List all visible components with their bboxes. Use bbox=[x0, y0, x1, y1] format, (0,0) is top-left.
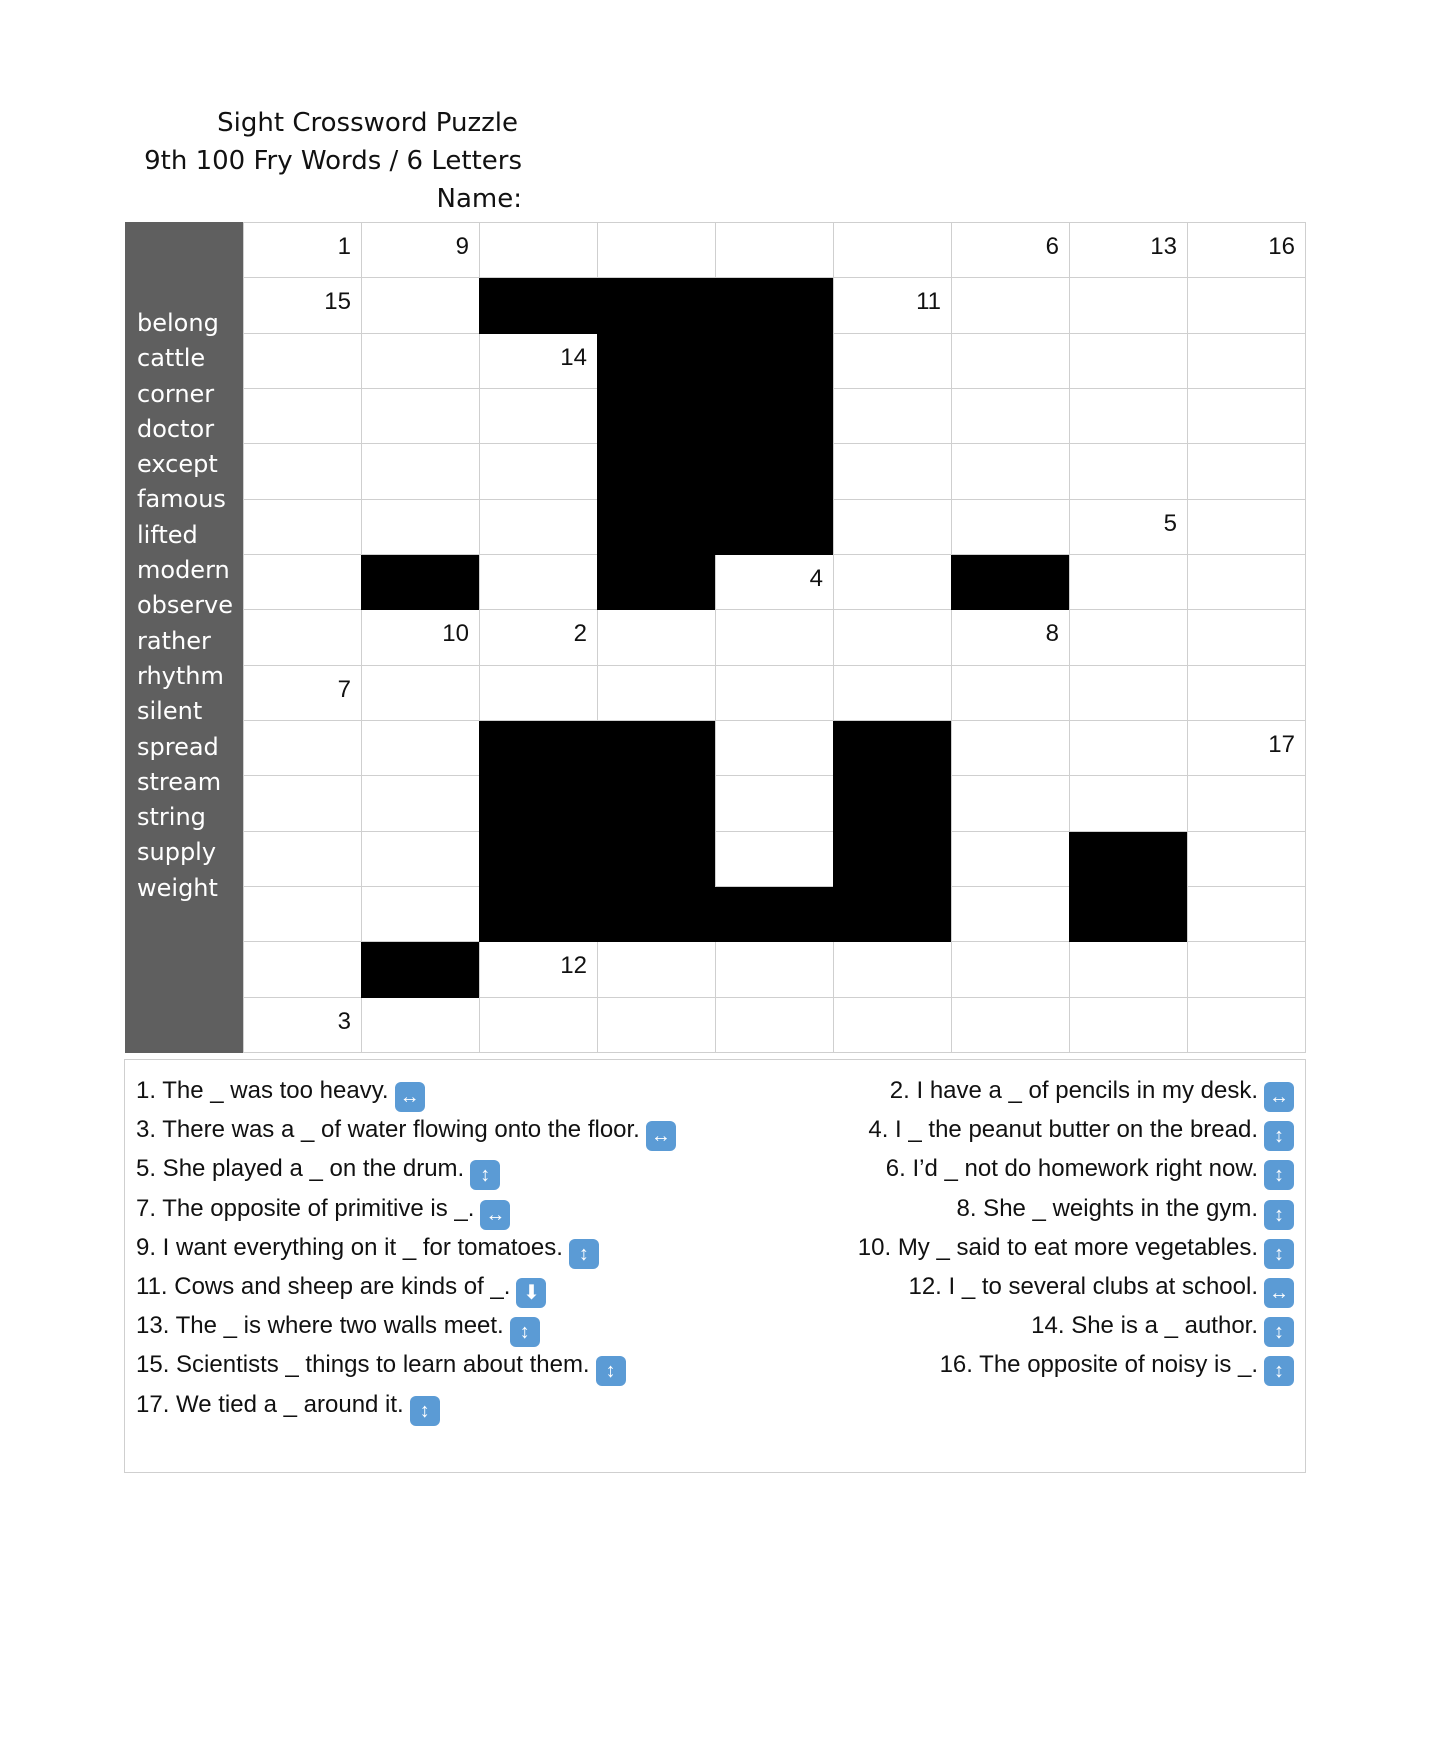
word-bank-item: belong bbox=[137, 309, 219, 337]
answer-cell[interactable] bbox=[243, 998, 361, 1053]
black-cell bbox=[597, 278, 715, 333]
clue-item bbox=[940, 1350, 1294, 1386]
clue-number: 16 bbox=[1268, 233, 1295, 260]
answer-cell[interactable] bbox=[479, 666, 597, 721]
clue-number: 10 bbox=[442, 620, 469, 648]
answer-cell[interactable] bbox=[479, 610, 597, 665]
clue-text: 8. She _ weights in the gym. bbox=[956, 1194, 1258, 1222]
up-down-arrow-icon: ↕ bbox=[596, 1356, 626, 1386]
black-cell bbox=[833, 776, 951, 831]
answer-cell[interactable] bbox=[243, 666, 361, 721]
up-down-arrow-icon: ↕ bbox=[1264, 1200, 1294, 1230]
answer-cell[interactable] bbox=[361, 776, 479, 831]
left-right-arrow-icon: ↔ bbox=[395, 1082, 425, 1112]
clue-text: 11. Cows and sheep are kinds of _. bbox=[136, 1273, 511, 1300]
clue-number: 8 bbox=[1045, 620, 1059, 648]
clue-text: 1. The _ was too heavy. bbox=[136, 1077, 389, 1104]
answer-cell[interactable] bbox=[1187, 334, 1305, 389]
black-cell bbox=[361, 555, 479, 610]
answer-cell[interactable] bbox=[833, 666, 951, 721]
answer-cell[interactable] bbox=[1069, 555, 1187, 610]
answer-cell[interactable] bbox=[1069, 444, 1187, 499]
clue-item bbox=[136, 1233, 599, 1269]
left-right-arrow-icon: ↔ bbox=[480, 1200, 510, 1230]
clue-text: 5. She played a _ on the drum. bbox=[136, 1155, 465, 1183]
black-cell bbox=[479, 887, 597, 942]
answer-cell[interactable] bbox=[361, 721, 479, 776]
answer-cell[interactable] bbox=[597, 223, 715, 278]
word-bank-item: rather bbox=[137, 626, 211, 655]
puzzle-subtitle: 9th 100 Fry Words / 6 Letters bbox=[144, 146, 522, 176]
answer-cell[interactable] bbox=[833, 334, 951, 389]
answer-cell[interactable] bbox=[1069, 223, 1187, 278]
answer-cell[interactable] bbox=[715, 223, 833, 278]
clue-item bbox=[136, 1115, 676, 1151]
clue-number: 17 bbox=[1268, 730, 1295, 758]
left-right-arrow-icon: ↔ bbox=[1264, 1278, 1294, 1308]
answer-cell[interactable] bbox=[951, 610, 1069, 665]
black-cell bbox=[833, 832, 951, 887]
word-bank-item: rhythm bbox=[137, 661, 224, 690]
answer-cell[interactable] bbox=[951, 334, 1069, 389]
black-cell bbox=[479, 721, 597, 776]
answer-cell[interactable] bbox=[243, 776, 361, 831]
down-arrow-icon: ⬇ bbox=[516, 1278, 546, 1308]
answer-cell[interactable] bbox=[479, 555, 597, 610]
black-cell bbox=[715, 278, 833, 333]
word-bank-item: stream bbox=[137, 767, 222, 796]
up-down-arrow-icon: ↕ bbox=[569, 1239, 599, 1269]
answer-cell[interactable] bbox=[597, 942, 715, 997]
black-cell bbox=[715, 389, 833, 444]
black-cell bbox=[715, 444, 833, 499]
black-cell bbox=[479, 278, 597, 333]
answer-cell[interactable] bbox=[833, 610, 951, 665]
answer-cell[interactable] bbox=[951, 223, 1069, 278]
clue-item bbox=[890, 1076, 1294, 1112]
answer-cell[interactable] bbox=[1187, 832, 1305, 887]
answer-cell[interactable] bbox=[479, 500, 597, 555]
clue-text: 9. I want everything on it _ for tomatoes. bbox=[136, 1233, 563, 1261]
answer-cell[interactable] bbox=[1069, 610, 1187, 665]
clue-text: 13. The _ is where two walls meet. bbox=[136, 1312, 504, 1340]
black-cell bbox=[597, 444, 715, 499]
black-cell bbox=[833, 721, 951, 776]
answer-cell[interactable] bbox=[361, 278, 479, 333]
clue-number: 9 bbox=[455, 233, 469, 260]
answer-cell[interactable] bbox=[1069, 942, 1187, 997]
black-cell bbox=[833, 887, 951, 942]
up-down-arrow-icon: ↕ bbox=[1264, 1317, 1294, 1347]
answer-cell[interactable] bbox=[715, 721, 833, 776]
clue-item bbox=[136, 1194, 510, 1230]
word-bank-item: weight bbox=[137, 873, 218, 902]
clue-list bbox=[124, 1059, 1306, 1473]
black-cell bbox=[951, 555, 1069, 610]
clue-number: 5 bbox=[1163, 509, 1177, 537]
clue-number: 14 bbox=[560, 343, 587, 371]
black-cell bbox=[715, 334, 833, 389]
answer-cell[interactable] bbox=[361, 998, 479, 1053]
clue-number: 3 bbox=[337, 1007, 351, 1035]
clue-item bbox=[136, 1272, 546, 1308]
clue-number: 1 bbox=[337, 233, 351, 260]
answer-cell[interactable] bbox=[951, 389, 1069, 444]
clue-item bbox=[1031, 1311, 1294, 1347]
clue-item bbox=[957, 1194, 1295, 1230]
answer-cell[interactable] bbox=[243, 444, 361, 499]
word-bank-item: observe bbox=[137, 591, 234, 620]
left-right-arrow-icon: ↔ bbox=[646, 1121, 676, 1151]
answer-cell[interactable] bbox=[243, 721, 361, 776]
answer-cell[interactable] bbox=[833, 500, 951, 555]
clue-text: 2. I have a _ of pencils in my desk. bbox=[889, 1077, 1258, 1104]
up-down-arrow-icon: ↕ bbox=[510, 1317, 540, 1347]
answer-cell[interactable] bbox=[1187, 555, 1305, 610]
answer-cell[interactable] bbox=[479, 389, 597, 444]
answer-cell[interactable] bbox=[951, 500, 1069, 555]
answer-cell[interactable] bbox=[951, 998, 1069, 1053]
answer-cell[interactable] bbox=[715, 942, 833, 997]
answer-cell[interactable] bbox=[243, 887, 361, 942]
clue-text: 14. She is a _ author. bbox=[1031, 1312, 1258, 1340]
answer-cell[interactable] bbox=[597, 666, 715, 721]
up-down-arrow-icon: ↕ bbox=[1264, 1239, 1294, 1269]
answer-cell[interactable] bbox=[597, 998, 715, 1053]
black-cell bbox=[597, 500, 715, 555]
answer-cell[interactable] bbox=[833, 278, 951, 333]
clue-number: 2 bbox=[573, 620, 587, 648]
answer-cell[interactable] bbox=[951, 278, 1069, 333]
answer-cell[interactable] bbox=[361, 832, 479, 887]
answer-cell[interactable] bbox=[1187, 223, 1305, 278]
word-bank-item: cattle bbox=[137, 344, 206, 373]
answer-cell[interactable] bbox=[715, 776, 833, 831]
clue-text: 10. My _ said to eat more vegetables. bbox=[857, 1233, 1258, 1261]
answer-cell[interactable] bbox=[1069, 334, 1187, 389]
answer-cell[interactable] bbox=[951, 832, 1069, 887]
clue-number: 11 bbox=[916, 288, 941, 316]
answer-cell[interactable] bbox=[833, 444, 951, 499]
answer-cell[interactable] bbox=[361, 887, 479, 942]
answer-cell[interactable] bbox=[479, 334, 597, 389]
answer-cell[interactable] bbox=[243, 832, 361, 887]
answer-cell[interactable] bbox=[1069, 500, 1187, 555]
answer-cell[interactable] bbox=[1187, 444, 1305, 499]
black-cell bbox=[597, 389, 715, 444]
word-bank-item: modern bbox=[137, 556, 230, 585]
up-down-arrow-icon: ↕ bbox=[1264, 1160, 1294, 1190]
word-bank-item: supply bbox=[137, 838, 217, 867]
answer-cell[interactable] bbox=[361, 610, 479, 665]
up-down-arrow-icon: ↕ bbox=[410, 1396, 440, 1426]
clue-item bbox=[136, 1154, 500, 1190]
word-bank-item: lifted bbox=[137, 520, 198, 549]
answer-cell[interactable] bbox=[833, 555, 951, 610]
clue-item bbox=[886, 1154, 1294, 1190]
answer-cell[interactable] bbox=[361, 666, 479, 721]
answer-cell[interactable] bbox=[1069, 998, 1187, 1053]
name-label: Name: bbox=[436, 184, 522, 214]
clue-text: 16. The opposite of noisy is _. bbox=[939, 1351, 1258, 1379]
answer-cell[interactable] bbox=[361, 334, 479, 389]
answer-cell[interactable] bbox=[715, 832, 833, 887]
black-cell bbox=[1069, 832, 1187, 887]
answer-cell[interactable] bbox=[597, 610, 715, 665]
answer-cell[interactable] bbox=[715, 555, 833, 610]
answer-cell[interactable] bbox=[951, 444, 1069, 499]
clue-text: 3. There was a _ of water flowing onto the floor. bbox=[136, 1116, 640, 1144]
black-cell bbox=[597, 334, 715, 389]
black-cell bbox=[1069, 887, 1187, 942]
clue-text: 15. Scientists _ things to learn about them. bbox=[136, 1351, 590, 1379]
black-cell bbox=[597, 555, 715, 610]
answer-cell[interactable] bbox=[243, 500, 361, 555]
clue-item bbox=[136, 1390, 440, 1426]
black-cell bbox=[597, 832, 715, 887]
black-cell bbox=[597, 721, 715, 776]
answer-cell[interactable] bbox=[243, 278, 361, 333]
clue-number: 12 bbox=[560, 952, 587, 980]
answer-cell[interactable] bbox=[1187, 666, 1305, 721]
clue-text: 4. I _ the peanut butter on the bread. bbox=[868, 1116, 1258, 1144]
clue-number: 4 bbox=[809, 564, 823, 592]
word-bank-item: famous bbox=[137, 485, 226, 514]
black-cell bbox=[597, 887, 715, 942]
word-bank bbox=[125, 222, 243, 1053]
black-cell bbox=[479, 832, 597, 887]
clue-text: 6. I’d _ not do homework right now. bbox=[885, 1155, 1258, 1183]
answer-cell[interactable] bbox=[715, 610, 833, 665]
clue-item bbox=[136, 1311, 540, 1347]
answer-cell[interactable] bbox=[951, 776, 1069, 831]
black-cell bbox=[715, 887, 833, 942]
black-cell bbox=[597, 776, 715, 831]
answer-cell[interactable] bbox=[479, 223, 597, 278]
clue-item bbox=[136, 1350, 626, 1386]
clue-number: 7 bbox=[337, 675, 351, 703]
answer-cell[interactable] bbox=[243, 223, 361, 278]
answer-cell[interactable] bbox=[479, 998, 597, 1053]
puzzle-title: Sight Crossword Puzzle bbox=[217, 108, 518, 138]
answer-cell[interactable] bbox=[951, 721, 1069, 776]
answer-cell[interactable] bbox=[833, 223, 951, 278]
answer-cell[interactable] bbox=[361, 500, 479, 555]
answer-cell[interactable] bbox=[243, 389, 361, 444]
answer-cell[interactable] bbox=[715, 666, 833, 721]
answer-cell[interactable] bbox=[479, 942, 597, 997]
answer-cell[interactable] bbox=[1187, 776, 1305, 831]
answer-cell[interactable] bbox=[951, 666, 1069, 721]
clue-item bbox=[858, 1233, 1294, 1269]
answer-cell[interactable] bbox=[951, 887, 1069, 942]
answer-cell[interactable] bbox=[243, 555, 361, 610]
puzzle-header bbox=[110, 104, 522, 218]
clue-number: 13 bbox=[1150, 233, 1177, 260]
answer-cell[interactable] bbox=[243, 334, 361, 389]
word-bank-item: spread bbox=[137, 732, 219, 761]
crossword-grid bbox=[243, 222, 1306, 1053]
answer-cell[interactable] bbox=[833, 942, 951, 997]
clue-text: 12. I _ to several clubs at school. bbox=[908, 1273, 1258, 1300]
clue-text: 7. The opposite of primitive is _. bbox=[136, 1194, 475, 1222]
answer-cell[interactable] bbox=[1187, 610, 1305, 665]
word-bank-item: corner bbox=[137, 379, 215, 408]
answer-cell[interactable] bbox=[1187, 721, 1305, 776]
answer-cell[interactable] bbox=[1069, 776, 1187, 831]
answer-cell[interactable] bbox=[951, 942, 1069, 997]
up-down-arrow-icon: ↕ bbox=[470, 1160, 500, 1190]
answer-cell[interactable] bbox=[715, 998, 833, 1053]
up-down-arrow-icon: ↕ bbox=[1264, 1121, 1294, 1151]
black-cell bbox=[361, 942, 479, 997]
answer-cell[interactable] bbox=[1069, 278, 1187, 333]
answer-cell[interactable] bbox=[833, 998, 951, 1053]
answer-cell[interactable] bbox=[1187, 887, 1305, 942]
black-cell bbox=[479, 776, 597, 831]
clue-item bbox=[136, 1076, 425, 1112]
left-right-arrow-icon: ↔ bbox=[1264, 1082, 1294, 1112]
answer-cell[interactable] bbox=[479, 444, 597, 499]
word-bank-item: string bbox=[137, 803, 206, 832]
answer-cell[interactable] bbox=[833, 389, 951, 444]
word-bank-item: doctor bbox=[137, 414, 215, 443]
answer-cell[interactable] bbox=[361, 444, 479, 499]
word-bank-item: except bbox=[137, 450, 218, 479]
clue-text: 17. We tied a _ around it. bbox=[136, 1390, 404, 1418]
answer-cell[interactable] bbox=[1187, 500, 1305, 555]
answer-cell[interactable] bbox=[1069, 721, 1187, 776]
answer-cell[interactable] bbox=[361, 223, 479, 278]
answer-cell[interactable] bbox=[1069, 666, 1187, 721]
up-down-arrow-icon: ↕ bbox=[1264, 1356, 1294, 1386]
black-cell bbox=[715, 500, 833, 555]
answer-cell[interactable] bbox=[243, 610, 361, 665]
answer-cell[interactable] bbox=[1069, 389, 1187, 444]
clue-item bbox=[868, 1115, 1294, 1151]
answer-cell[interactable] bbox=[1187, 998, 1305, 1053]
clue-number: 15 bbox=[324, 288, 351, 316]
answer-cell[interactable] bbox=[1187, 942, 1305, 997]
answer-cell[interactable] bbox=[1187, 389, 1305, 444]
clue-item bbox=[908, 1272, 1294, 1308]
answer-cell[interactable] bbox=[1187, 278, 1305, 333]
answer-cell[interactable] bbox=[243, 942, 361, 997]
answer-cell[interactable] bbox=[361, 389, 479, 444]
clue-number: 6 bbox=[1045, 233, 1059, 260]
word-bank-item: silent bbox=[137, 697, 203, 726]
